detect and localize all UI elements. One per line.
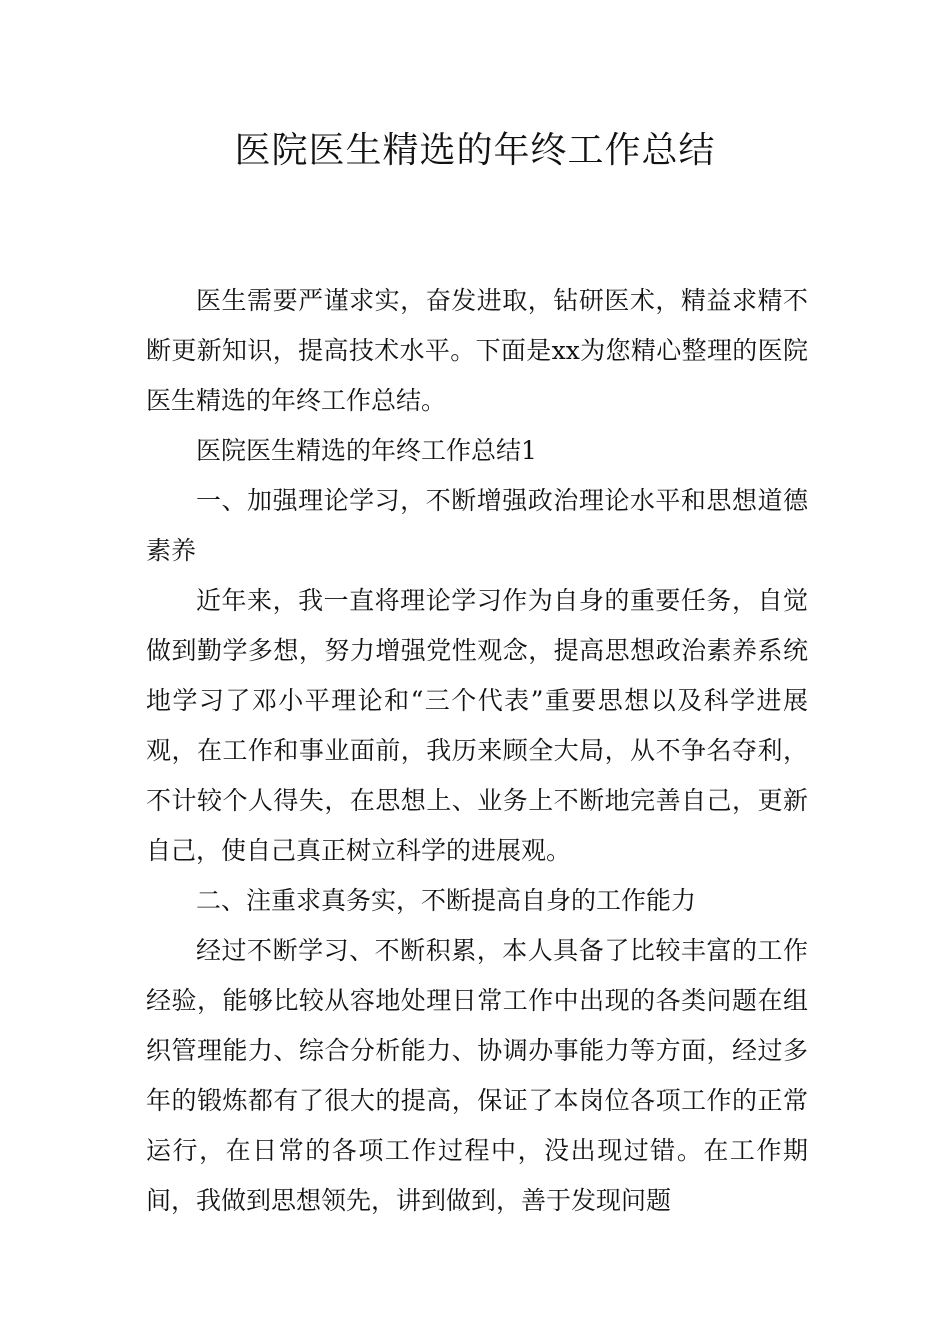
intro-paragraph: 医生需要严谨求实，奋发进取，钻研医术，精益求精不断更新知识，提高技术水平。下面是xx为您精心整理的医院医生精选的年终工作总结。 (146, 286, 808, 415)
document-body (146, 276, 808, 1226)
section-heading-work-ability: 二、注重求真务实，不断提高自身的工作能力 (196, 886, 697, 915)
body-paragraph-work-ability: 经过不断学习、不断积累，本人具备了比较丰富的工作经验，能够比较从容地处理日常工作中出现的各类问题在组织管理能力、综合分析能力、协调办事能力等方面，经过多年的锻炼都有了很大的提高，保证了本岗位各项工作的正常运行，在日常的各项工作过程中，没出现过错。在工作期间，我做到思想领先，讲到做到，善于发现问题 (146, 936, 808, 1215)
section-heading-theory-study: 一、加强理论学习，不断增强政治理论水平和思想道德素养 (146, 486, 808, 565)
body-paragraph-theory-study: 近年来，我一直将理论学习作为自身的重要任务，自觉做到勤学多想，努力增强党性观念，提高思想政治素养系统地学习了邓小平理论和“三个代表”重要思想以及科学进展观，在工作和事业面前，我历来顾全大局，从不争名夺利，不计较个人得失，在思想上、业务上不断地完善自己，更新自己，使自己真正树立科学的进展观。 (146, 586, 808, 865)
section-heading-summary-1: 医院医生精选的年终工作总结1 (196, 436, 537, 465)
document-title: 医院医生精选的年终工作总结 (234, 130, 716, 171)
